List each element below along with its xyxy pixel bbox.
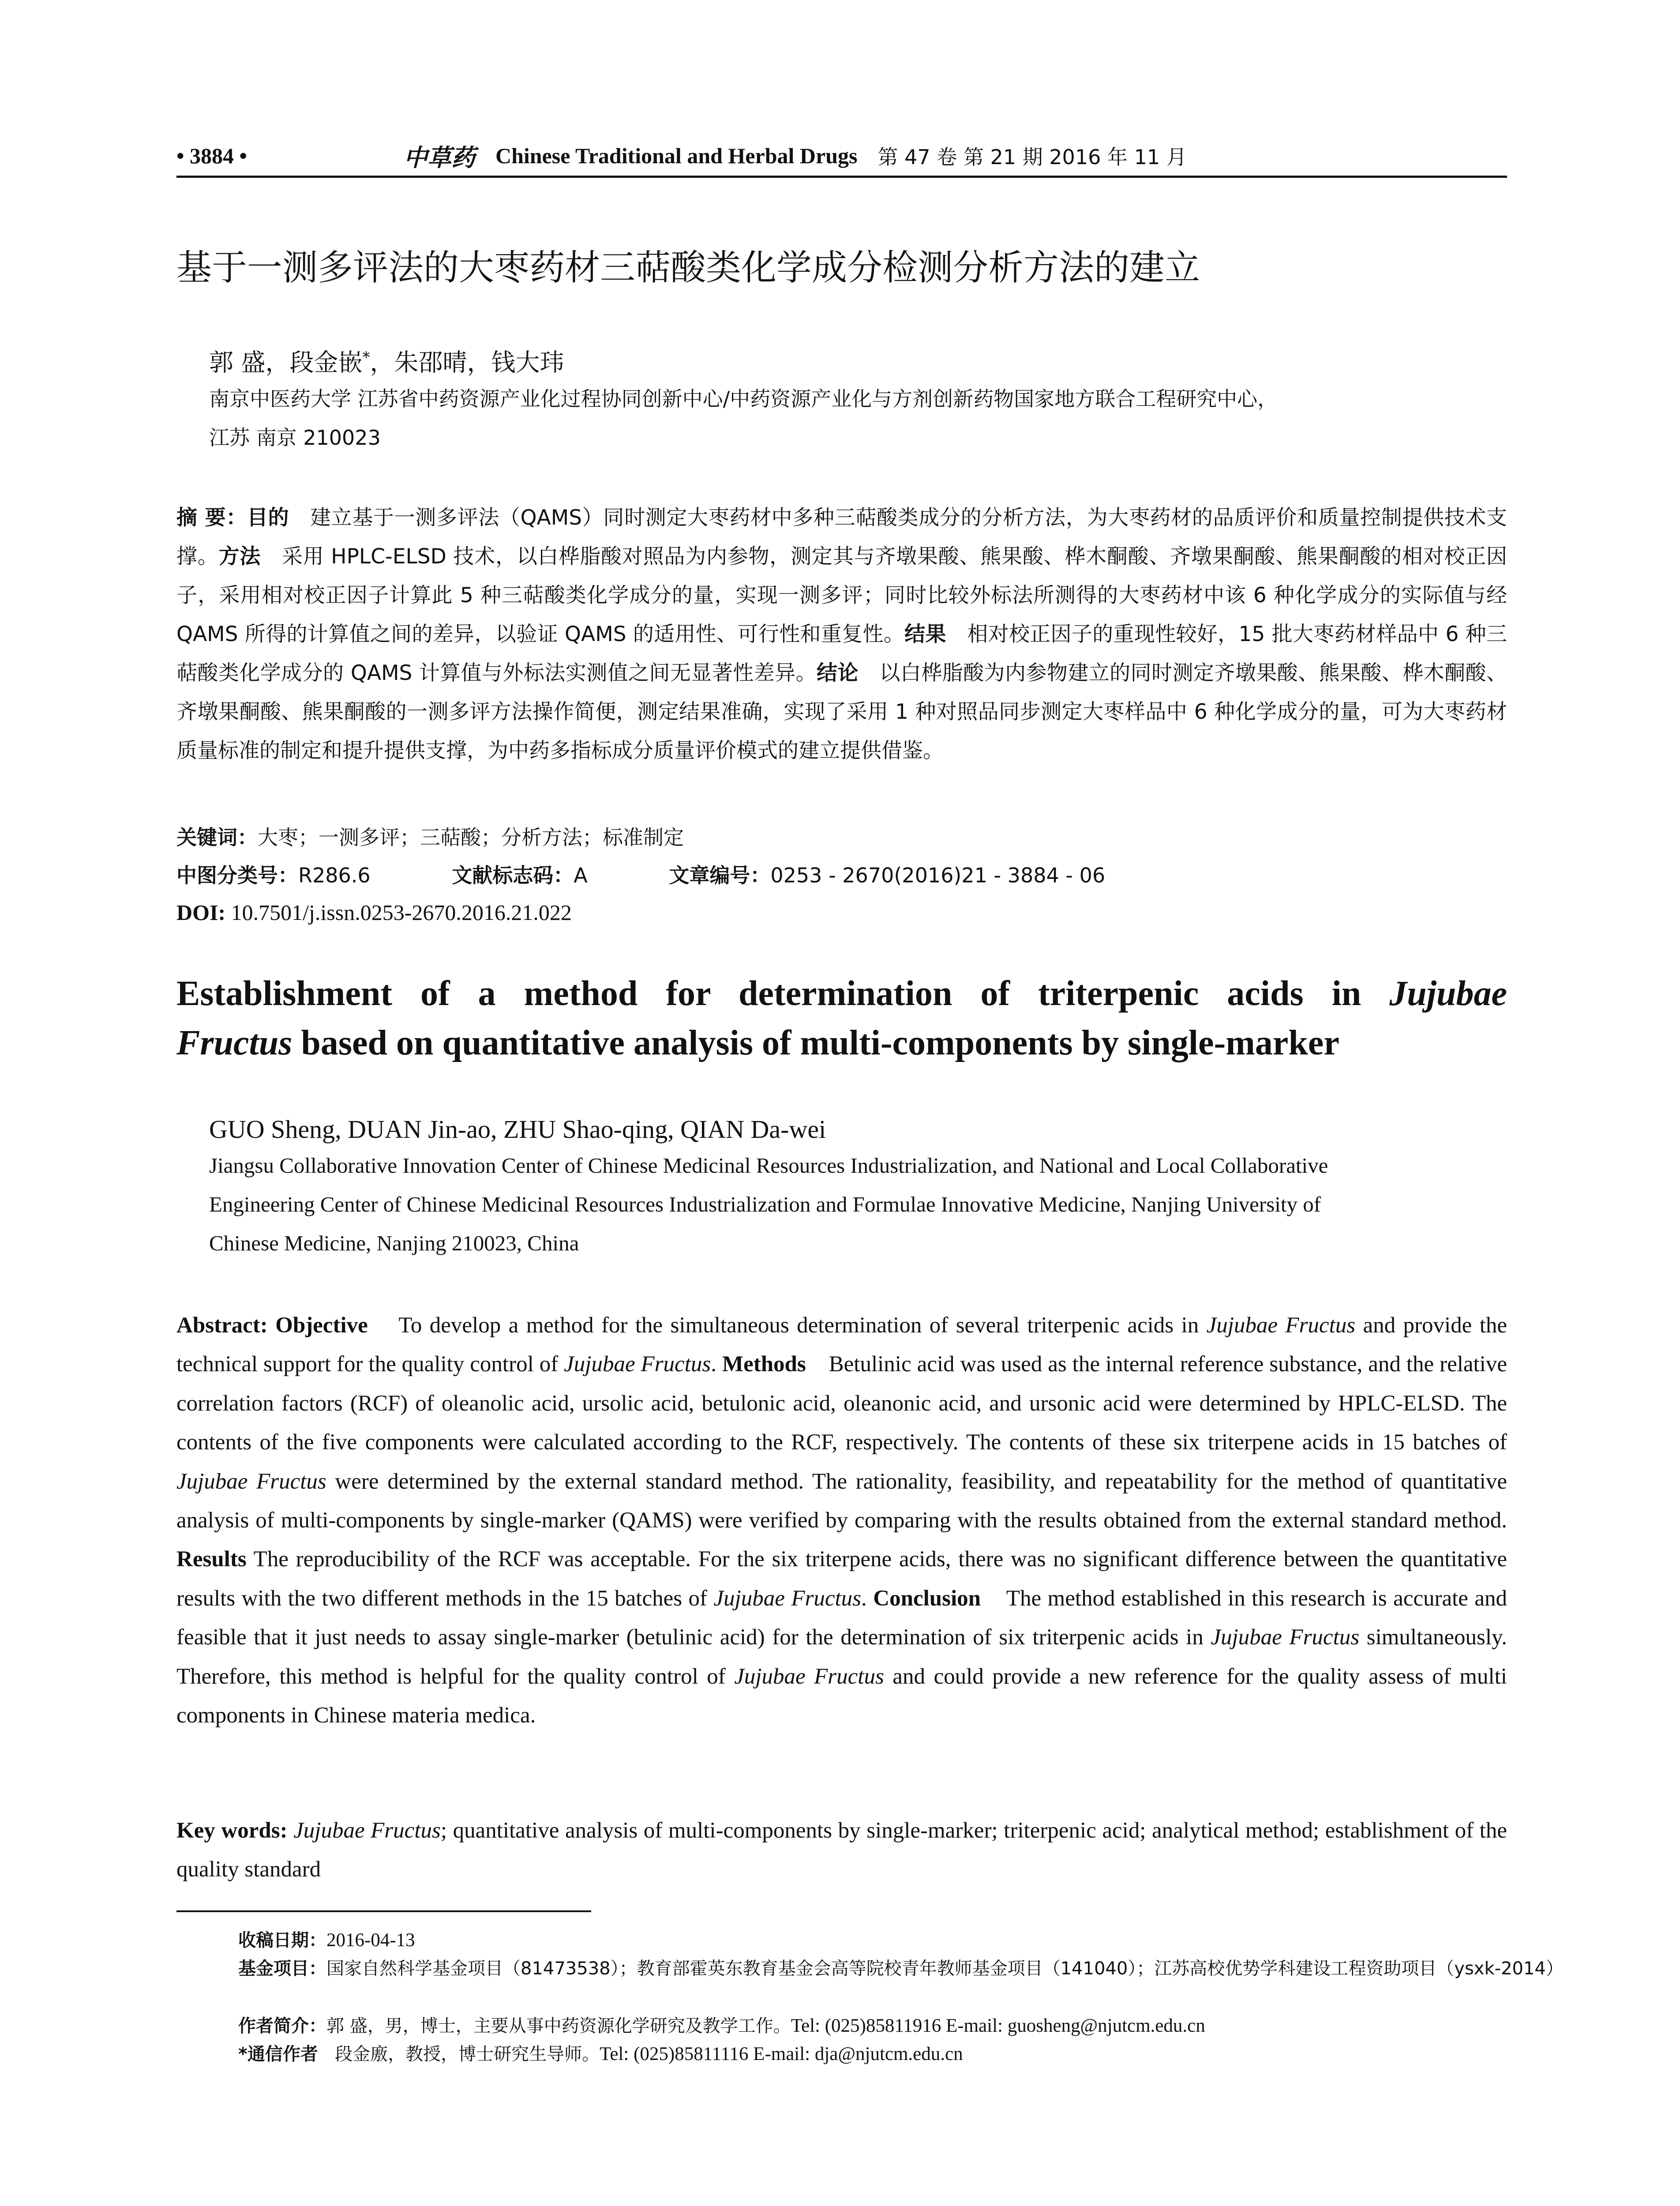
footnote-rule: [176, 1910, 591, 1912]
journal-name-cn: 中草药: [404, 143, 475, 172]
authors-cn-main: 郭 盛，段金嵌: [209, 348, 363, 377]
authors-en: GUO Sheng, DUAN Jin-ao, ZHU Shao-qing, QIAN Da-wei: [209, 1115, 826, 1144]
conclusion-text-en: simultaneously. Therefore, this method is helpful for the quality control of: [176, 1625, 1507, 1689]
header-rule: [176, 176, 1507, 178]
corresponding-label: *通信作者: [238, 2044, 318, 2064]
fund-text: 国家自然科学基金项目（81473538）；教育部霍英东教育基金会高等院校青年教师基金项目（141040）；江苏高校优势学科建设工程资助项目（ysxk-2014）: [326, 1958, 1564, 1979]
title-en-part: based on quantitative analysis of multi-components by single-marker: [292, 1024, 1339, 1062]
page-number: • 3884 •: [176, 143, 248, 168]
title-cn: 基于一测多评法的大枣药材三萜酸类化学成分检测分析方法的建立: [176, 247, 1200, 288]
keywords-cn: [176, 820, 684, 855]
authors-cn: [209, 340, 564, 380]
title-en-italic: Jujubae: [1389, 974, 1507, 1013]
species-name: Jujubae Fructus: [1206, 1313, 1356, 1338]
conclusion-text-en: The method established in this research is accurate and feasible that it just needs to assay single-marker (betulinic acid) for the determination of six triterpenic acids in: [176, 1586, 1507, 1650]
received-date: 2016-04-13: [326, 1930, 415, 1951]
title-en-part: Establishment of a method for determination of triterpenic acids in: [176, 974, 1390, 1013]
journal-name-en: Chinese Traditional and Herbal Drugs: [495, 143, 858, 168]
objective-text-en: To develop a method for the simultaneous determination of several triterpenic acids in: [398, 1313, 1207, 1338]
keywords-cn-text: 大枣；一测多评；三萜酸；分析方法；标准制定: [258, 825, 684, 849]
doi-line: [176, 895, 572, 930]
species-name: Jujubae Fructus: [734, 1664, 884, 1689]
title-en-line-2: [176, 1018, 1507, 1068]
keywords-en-label: Key words:: [176, 1818, 288, 1843]
abstract-en: [176, 1306, 1507, 1735]
article-no-value: 0253 - 2670(2016)21 - 3884 - 06: [770, 863, 1106, 887]
species-name: Jujubae Fructus: [1211, 1625, 1360, 1650]
title-en-line-1: [176, 969, 1507, 1018]
clc-label: 中图分类号：: [176, 863, 298, 887]
abstract-cn-label: 摘 要：: [176, 506, 247, 530]
title-en: [176, 969, 1507, 1068]
affiliation-cn-line-2: 江苏 南京 210023: [209, 426, 381, 450]
species-name: Jujubae Fructus: [564, 1352, 711, 1377]
objective-label-cn: 目的: [247, 506, 289, 530]
results-text-en: The reproducibility of the RCF was acceptable. For the six triterpene acids, there was no significant difference between the quantitative results with the two different methods in the 15 batches of: [176, 1547, 1507, 1611]
footnote-received: [238, 1926, 1509, 1955]
conclusion-text-en: and could provide a new reference for the quality assess of multi components in Chinese materia medica.: [176, 1664, 1507, 1728]
keywords-en: [176, 1811, 1507, 1889]
abstract-en-label: Abstract: Objective: [176, 1313, 368, 1338]
affiliation-en-line-3: Chinese Medicine, Nanjing 210023, China: [209, 1231, 579, 1255]
journal-info: [404, 139, 1187, 173]
results-label-cn: 结果: [904, 622, 946, 646]
keywords-en-text: ; quantitative analysis of multi-components by single-marker; triterpenic acid; analytical method; establishment of the quality standard: [176, 1818, 1507, 1882]
classification-line: [176, 858, 1105, 893]
conclusion-label-cn: 结论: [817, 661, 859, 685]
objective-text-cn: 建立基于一测多评法（QAMS）同时测定大枣药材中多种三萜酸类成分的分析方法，为大枣药材的品质评价和质量控制提供技术支撑。: [176, 506, 1508, 569]
methods-label-en: Methods: [722, 1352, 806, 1377]
affiliation-cn-line-1: 南京中医药大学 江苏省中药资源产业化过程协同创新中心/中药资源产业化与方剂创新药物国家地方联合工程研究中心，: [209, 387, 1278, 411]
running-header: [176, 140, 1507, 171]
methods-text-cn: 采用 HPLC-ELSD 技术，以白桦脂酸对照品为内参物，测定其与齐墩果酸、熊果酸、桦木酮酸、齐墩果酮酸、熊果酮酸的相对校正因子，采用相对校正因子计算此 5 种三萜酸类化学成分的量，实现一测多评；同时比较外标法所测得的大枣药材中该 6 种化学成分的实际值与经 QAMS 所得的计算值之间的差异，以验证 QAMS 的适用性、可行性和重复性。: [176, 544, 1508, 646]
footnote-corresponding: [238, 2040, 1509, 2068]
species-name: Jujubae Fructus: [713, 1586, 862, 1611]
objective-text-en: and provide the technical support for the quality control of: [176, 1313, 1507, 1377]
methods-label-cn: 方法: [218, 544, 261, 569]
species-name: Jujubae Fructus: [293, 1818, 441, 1843]
article-no-label: 文章编号：: [669, 863, 771, 887]
doi-label: DOI:: [176, 900, 226, 925]
keywords-cn-label: 关键词：: [176, 825, 258, 849]
doi-value: 10.7501/j.issn.0253-2670.2016.21.022: [231, 900, 572, 925]
affiliation-cn: [209, 379, 1511, 457]
footnote-fund: [238, 1955, 1608, 1983]
affiliation-en: [209, 1146, 1515, 1263]
affiliation-en-line-1: Jiangsu Collaborative Innovation Center of Chinese Medicinal Resources Industrialization, and National and Local Collaborative: [209, 1153, 1328, 1178]
clc-value: R286.6: [298, 863, 371, 887]
received-label: 收稿日期：: [238, 1930, 326, 1951]
title-en-italic: Fructus: [176, 1024, 292, 1062]
methods-text-en: Betulinic acid was used as the internal reference substance, and the relative correlation factors (RCF) of oleanolic acid, ursolic acid, betulonic acid, oleanonic acid, and ursonic acid were determined by HPLC-ELSD. The contents of the five components were calculated according to the RCF, respectively. The contents of these six triterpene acids in 15 batches of: [176, 1352, 1507, 1455]
volume-issue: 第 47 卷 第 21 期 2016 年 11 月: [878, 145, 1187, 169]
authors-cn-rest: ，朱邵晴，钱大玮: [370, 348, 564, 377]
conclusion-label-en: Conclusion: [873, 1586, 981, 1611]
corresponding-mark: *: [362, 349, 370, 366]
conclusion-text-cn: 以白桦脂酸为内参物建立的同时测定齐墩果酸、熊果酸、桦木酮酸、齐墩果酮酸、熊果酮酸的一测多评方法操作简便，测定结果准确，实现了采用 1 种对照品同步测定大枣样品中 6 种化学成分的量，可为大枣药材质量标准的制定和提升提供支撑，为中药多指标成分质量评价模式的建立提供借鉴。: [176, 661, 1507, 763]
results-text-cn: 相对校正因子的重现性较好，15 批大枣药材样品中 6 种三萜酸类化学成分的 QAMS 计算值与外标法实测值之间无显著性差异。: [176, 622, 1508, 685]
author-bio-label: 作者简介：: [238, 2016, 326, 2036]
abstract-cn: [176, 499, 1507, 770]
doc-code-value: A: [574, 863, 588, 887]
results-label-en: Results: [176, 1547, 247, 1572]
corresponding-contact: Tel: (025)85811116 E-mail: dja@njutcm.edu.cn: [600, 2044, 963, 2064]
author-contact: Tel: (025)85811916 E-mail: guosheng@njutcm.edu.cn: [791, 2015, 1205, 2036]
corresponding-text: 段金廒，教授，博士研究生导师。: [335, 2044, 600, 2064]
species-name: Jujubae Fructus: [176, 1469, 326, 1494]
author-bio-text: 郭 盛，男，博士，主要从事中药资源化学研究及教学工作。: [326, 2016, 791, 2036]
methods-text-en: were determined by the external standard method. The rationality, feasibility, and repeatability for the method of quantitative analysis of multi-components by single-marker (QAMS) were verified by comparing with the results obtained from the external standard method.: [176, 1469, 1507, 1533]
fund-label: 基金项目：: [238, 1958, 326, 1979]
doc-code-label: 文献标志码：: [452, 863, 574, 887]
affiliation-en-line-2: Engineering Center of Chinese Medicinal Resources Industrialization and Formulae Innovative Medicine, Nanjing University of: [209, 1192, 1321, 1216]
objective-text-en: .: [711, 1352, 722, 1377]
results-text-en: .: [861, 1586, 874, 1611]
footnote-author: [238, 2012, 1509, 2040]
